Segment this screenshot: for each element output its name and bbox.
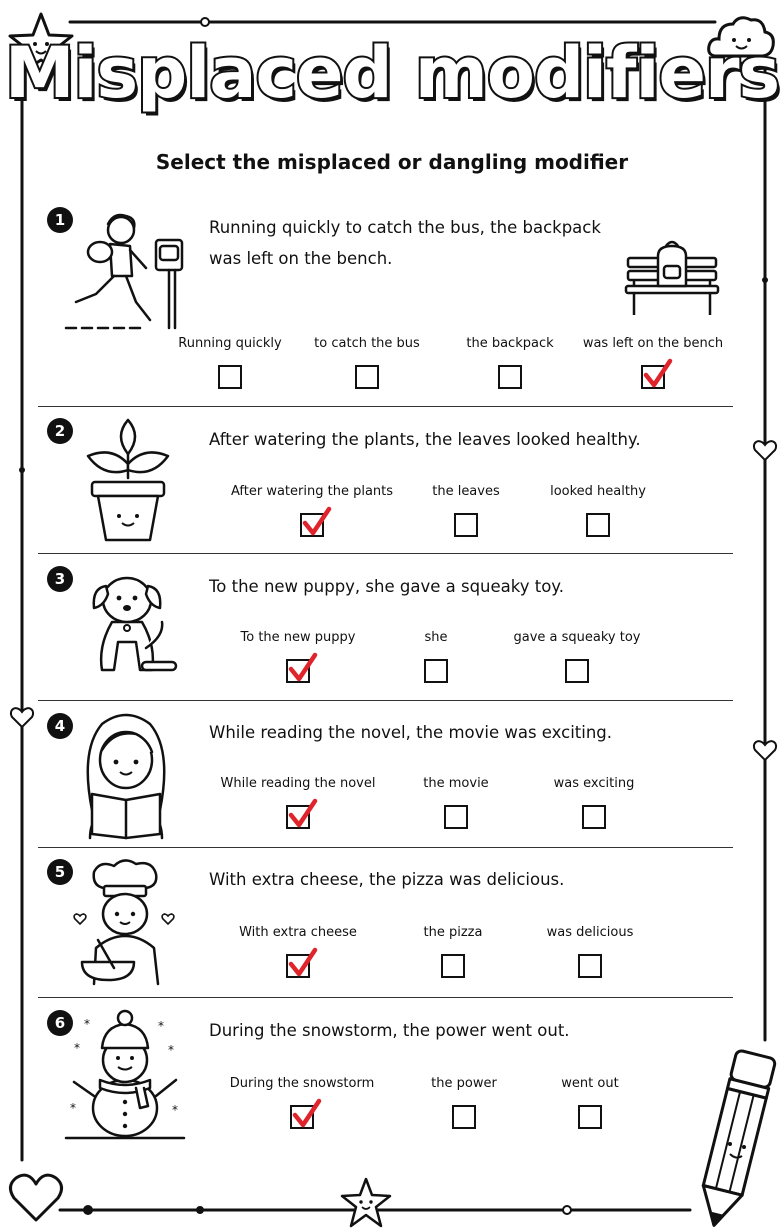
girl-reading-icon: [76, 710, 176, 840]
checkbox[interactable]: [578, 954, 602, 978]
svg-text:*: *: [74, 1041, 80, 1055]
checkbox[interactable]: [441, 954, 465, 978]
checkbox[interactable]: [218, 365, 242, 389]
svg-text:*: *: [158, 1019, 164, 1033]
running-boy-icon: [66, 210, 196, 335]
option[interactable]: [553, 336, 753, 389]
option-label: to catch the bus: [314, 336, 420, 351]
svg-text:*: *: [84, 1017, 90, 1031]
checkbox[interactable]: [565, 659, 589, 683]
option-label: was exciting: [553, 776, 635, 791]
option-label: gave a squeaky toy: [513, 630, 641, 645]
option-label: she: [424, 630, 448, 645]
sentence: To the new puppy, she gave a squeaky toy.: [209, 577, 564, 596]
option-label: Running quickly: [178, 336, 282, 351]
checkbox[interactable]: [454, 513, 478, 537]
check-mark-icon: [290, 1098, 322, 1130]
option-label: To the new puppy: [240, 630, 356, 645]
checkbox[interactable]: [424, 659, 448, 683]
snowman-icon: [66, 1004, 184, 1142]
question-number: 1: [47, 207, 73, 233]
checkbox[interactable]: [452, 1105, 476, 1129]
option-label: the power: [431, 1076, 497, 1091]
question-number: 2: [47, 418, 73, 444]
svg-text:*: *: [168, 1043, 174, 1057]
option-label: was left on the bench: [582, 336, 724, 351]
check-mark-icon: [286, 798, 318, 830]
sentence-line: was left on the bench.: [209, 249, 393, 268]
question-number: 5: [47, 859, 73, 885]
bench-backpack-icon: [624, 240, 720, 320]
option[interactable]: [498, 484, 698, 537]
option-label: went out: [561, 1076, 619, 1091]
checkbox[interactable]: [286, 659, 310, 683]
checkbox[interactable]: [582, 805, 606, 829]
section-divider: [38, 847, 733, 848]
option[interactable]: [490, 925, 690, 978]
heart-icon: [8, 1170, 64, 1224]
svg-text:*: *: [172, 1103, 178, 1117]
star-face-icon: [338, 1176, 394, 1230]
option[interactable]: [477, 630, 677, 683]
sentence: While reading the novel, the movie was exciting.: [209, 723, 613, 742]
option-label: While reading the novel: [220, 776, 376, 791]
checkbox[interactable]: [578, 1105, 602, 1129]
check-mark-icon: [641, 358, 673, 390]
option-label: was delicious: [546, 925, 634, 940]
svg-text:*: *: [70, 1101, 76, 1115]
option-label: With extra cheese: [239, 925, 357, 940]
page-title: Misplaced modifiers: [4, 32, 780, 114]
checkbox[interactable]: [286, 954, 310, 978]
option-label: the movie: [423, 776, 489, 791]
option-label: looked healthy: [550, 484, 646, 499]
option[interactable]: [494, 776, 694, 829]
check-mark-icon: [286, 947, 318, 979]
section-divider: [38, 997, 733, 998]
question-number: 4: [47, 713, 73, 739]
checkbox[interactable]: [300, 513, 324, 537]
option-label: the leaves: [432, 484, 500, 499]
checkbox[interactable]: [586, 513, 610, 537]
option-label: During the snowstorm: [229, 1076, 375, 1091]
section-divider: [38, 700, 733, 701]
option-label: After watering the plants: [230, 484, 394, 499]
puppy-icon: [84, 566, 184, 686]
sentence: After watering the plants, the leaves looked healthy.: [209, 430, 641, 449]
sentence-line: Running quickly to catch the bus, the backpack: [209, 218, 601, 237]
question-number: 6: [47, 1010, 73, 1036]
option-label: the pizza: [423, 925, 483, 940]
child-chef-icon: [74, 856, 178, 986]
question-number: 3: [47, 566, 73, 592]
option-label: the backpack: [466, 336, 554, 351]
checkbox[interactable]: [286, 805, 310, 829]
checkbox[interactable]: [290, 1105, 314, 1129]
section-divider: [38, 406, 733, 407]
instructions: Select the misplaced or dangling modifier: [155, 150, 629, 174]
check-mark-icon: [286, 652, 318, 684]
section-divider: [38, 553, 733, 554]
check-mark-icon: [300, 506, 332, 538]
checkbox[interactable]: [498, 365, 522, 389]
sentence: During the snowstorm, the power went out.: [209, 1021, 570, 1040]
checkbox[interactable]: [355, 365, 379, 389]
option[interactable]: [490, 1076, 690, 1129]
checkbox[interactable]: [641, 365, 665, 389]
sentence: With extra cheese, the pizza was delicious.: [209, 870, 565, 889]
checkbox[interactable]: [444, 805, 468, 829]
potted-plant-icon: [82, 416, 174, 544]
pencil-face-icon: [690, 1044, 782, 1230]
